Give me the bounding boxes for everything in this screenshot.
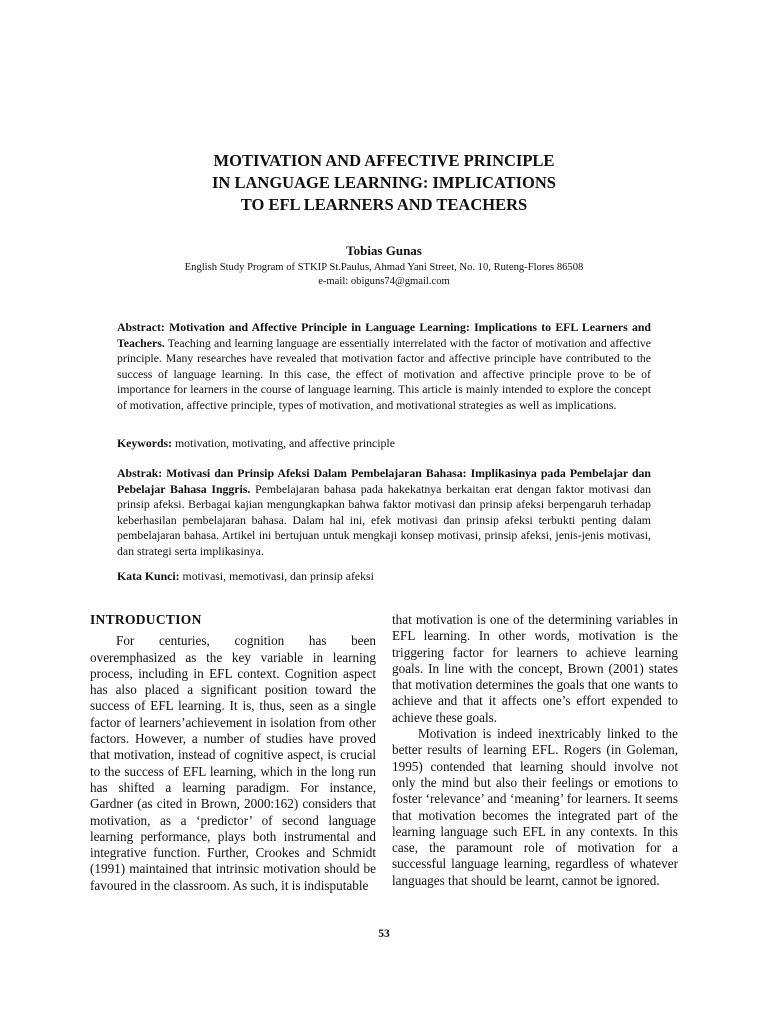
abstract-indonesian-label: Abstrak: Motivasi dan Prinsip Afeksi Dalam Pembelajaran Bahasa: Implikasinya pada Pembelajar dan Pebelajar Bahasa Inggris. bbox=[117, 466, 651, 496]
keywords-english bbox=[117, 436, 651, 452]
abstract-indonesian bbox=[117, 466, 651, 559]
keywords-english-label: Keywords: bbox=[117, 436, 173, 450]
page-number: 53 bbox=[378, 928, 390, 940]
author-affiliation-block bbox=[90, 261, 678, 289]
keywords-indonesian-label: Kata Kunci: bbox=[117, 569, 180, 583]
title-line-1: MOTIVATION AND AFFECTIVE PRINCIPLE bbox=[213, 151, 555, 170]
title-line-3: TO EFL LEARNERS AND TEACHERS bbox=[240, 195, 528, 214]
title-line-2: IN LANGUAGE LEARNING: IMPLICATIONS bbox=[212, 173, 556, 192]
abstract-english bbox=[117, 320, 651, 413]
body-paragraph: For centuries, cognition has been overemphasized as the key variable in learning process, including in EFL context. Cognition aspect has also placed a significant position toward the success of EFL learning. It is, thus, seen as a single factor of learners’achievement in isolation from other factors. However, a number of studies have proved that motivation, instead of cognitive aspect, is crucial to the success of EFL learning, which in the long run has shifted a learning paradigm. For instance, Gardner (as cited in Brown, 2000:162) considers that motivation, as a ‘predictor’ of second language learning performance, plays both instrumental and integrative function. Further, Crookes and Schmidt (1991) maintained that intrinsic motivation should be favoured in the classroom. As such, it is indisputable bbox=[90, 633, 376, 893]
abstract-indonesian-text: Pembelajaran bahasa pada hakekatnya berkaitan erat dengan faktor motivasi dan prinsip afeksi. Berbagai kajian mengungkapkan bahwa faktor motivasi dan prinsip afeksi berpengaruh terhadap keberhasilan pembelajaran bahasa. Dalam hal ini, efek motivasi dan prinsip afeksi terbukti penting dalam pembelajaran bahasa. Artikel ini bertujuan untuk mengkaji konsep motivasi, prinsip afeksi, jenis-jenis motivasi, dan strategi serta implikasinya. bbox=[117, 481, 652, 558]
keywords-english-text: motivation, motivating, and affective principle bbox=[172, 436, 395, 450]
body-column-left bbox=[90, 612, 376, 894]
body-paragraph: Motivation is indeed inextricably linked to the better results of learning EFL. Rogers (in Goleman, 1995) contended that learning should involve not only the mind but also their feelings or emotions to foster ‘relevance’ and ‘meaning’ for learners. It seems that motivation becomes the integrated part of the learning language such EFL in any contexts. In this case, the paramount role of motivation for a successful language learning, regardless of whatever languages that should be learnt, cannot be ignored. bbox=[392, 726, 678, 888]
body-paragraph: that motivation is one of the determining variables in EFL learning. In other words, motivation is the triggering factor for learners to achieve learning goals. In line with the concept, Brown (2001) states that motivation determines the goals that one wants to achieve and that it affects one’s effort expended to achieve these goals. bbox=[392, 612, 678, 725]
abstract-english-label: Abstract: Motivation and Affective Principle in Language Learning: Implications to EFL Learners and Teachers. bbox=[117, 320, 651, 350]
paper-title bbox=[90, 150, 678, 216]
body-column-right bbox=[392, 612, 678, 889]
section-heading: INTRODUCTION bbox=[90, 612, 202, 627]
author-email: e-mail: obiguns74@gmail.com bbox=[318, 276, 450, 287]
author-affiliation: English Study Program of STKIP St.Paulus, Ahmad Yani Street, No. 10, Ruteng-Flores 86508 bbox=[184, 262, 584, 273]
keywords-indonesian bbox=[117, 569, 651, 585]
author-name: Tobias Gunas bbox=[346, 243, 422, 258]
abstract-english-text: Teaching and learning language are essentially interrelated with the factor of motivation and affective principle. Many researches have revealed that motivation factor and affective principle have contributed to the success of language learning. In this case, the effect of motivation and affective principle prove to be of importance for learners in the course of language learning. This article is mainly intended to explore the concept of motivation, affective principle, types of motivation, and motivational strategies as well as implications. bbox=[117, 335, 651, 412]
keywords-indonesian-text: motivasi, memotivasi, dan prinsip afeksi bbox=[179, 569, 374, 583]
